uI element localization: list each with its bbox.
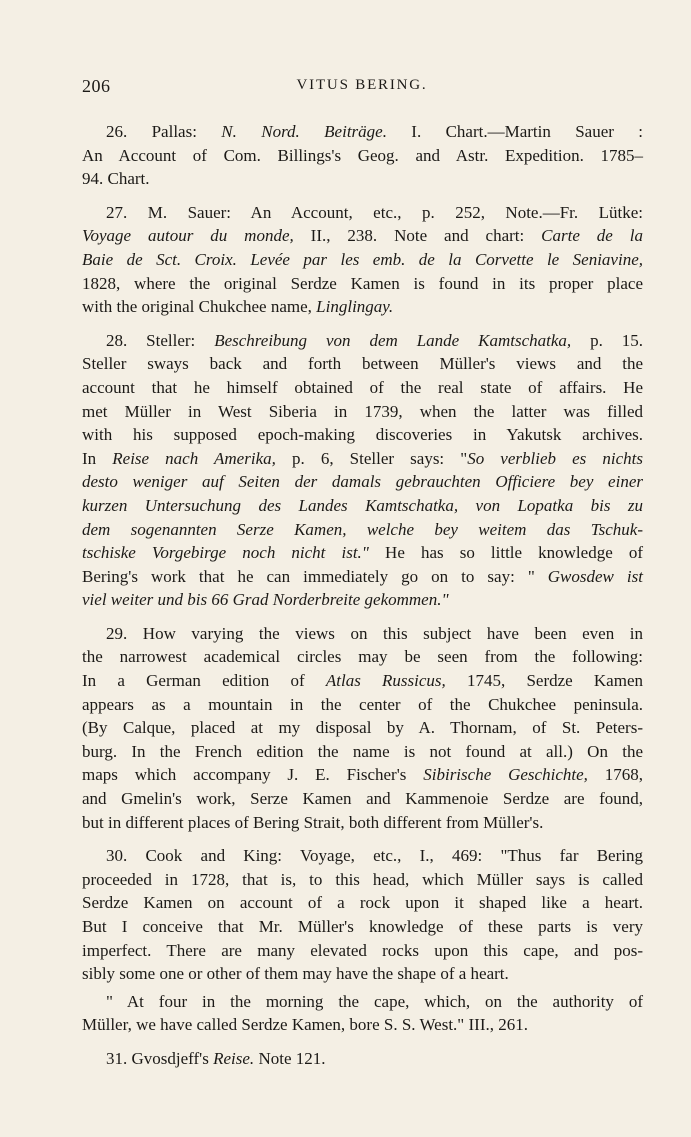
italic-title: kurzen Untersuchung des Landes Kamtschatka, von Lopatka bis zu <box>82 495 643 515</box>
text-line: (By Calque, placed at my disposal by A. Thornam, of St. Peters- <box>82 718 643 738</box>
italic-title: Linglingay. <box>316 297 394 317</box>
italic-title: N. Nord. Beiträge. <box>221 122 387 141</box>
italic-title: Reise nach Amerika, <box>112 448 276 468</box>
text-line <box>82 248 643 272</box>
endnote <box>82 120 643 191</box>
text-line: Steller sways back and forth between Müller's views and the <box>82 354 643 374</box>
text-line: 1828, where the original Serdze Kamen is found in its proper place <box>82 273 643 293</box>
text-line: 31. Gvosdjeff's Reise. Note 121. <box>106 1048 326 1068</box>
text-line <box>82 494 643 518</box>
text-line: proceeded in 1728, that is, to this head, which Müller says is called <box>82 869 643 889</box>
text-line <box>82 518 643 542</box>
text-line: appears as a mountain in the center of the Chukchee peninsula. <box>82 694 643 714</box>
italic-title: Voyage autour du monde, <box>82 226 294 246</box>
text-line: 30. Cook and King: Voyage, etc., I., 469: "Thus far Bering <box>106 846 643 866</box>
endnotes-body <box>82 120 643 1081</box>
endnote <box>82 329 643 612</box>
running-head: VITUS BERING. <box>296 77 428 93</box>
italic-title: Carte de la <box>541 226 643 246</box>
italic-title: dem sogenannten Serze Kamen, welche bey weitem das Tschuk- <box>82 519 643 539</box>
text-line: sibly some one or other of them may have the shape of a heart. <box>82 964 509 984</box>
text-line: Müller, we have called Serdze Kamen, bore S. S. West." III., 261. <box>82 1015 528 1035</box>
italic-title: tschiske Vorgebirge noch nicht ist." <box>82 543 369 563</box>
italic-title: Beschreibung von dem Lande Kamtschatka, <box>214 330 572 350</box>
text-line: Serdze Kamen on account of a rock upon it shaped like a heart. <box>82 893 643 913</box>
text-line: But I conceive that Mr. Müller's knowledge of these parts is very <box>82 917 643 936</box>
endnote <box>82 844 643 986</box>
text-line: 94. Chart. <box>82 169 150 189</box>
page-number: 206 <box>82 76 111 96</box>
text-line: In a German edition of Atlas Russicus, 1745, Serdze Kamen <box>82 671 643 691</box>
text-line: 28. Steller: Beschreibung von dem Lande Kamtschatka, p. 15. <box>106 330 643 350</box>
text-line: 26. Pallas: N. Nord. Beiträge. I. Chart.—Martin Sauer : <box>106 122 643 141</box>
text-line: 27. M. Sauer: An Account, etc., p. 252, Note.—Fr. Lütke: <box>106 202 643 222</box>
italic-title: Gwosdew ist <box>547 566 643 586</box>
text-line: tschiske Vorgebirge noch nicht ist." He has so little knowledge of <box>82 543 643 563</box>
text-line: and Gmelin's work, Serze Kamen and Kammenoie Serdze are found, <box>82 789 643 809</box>
text-line: An Account of Com. Billings's Geog. and Astr. Expedition. 1785– <box>82 145 643 165</box>
text-line: Bering's work that he can immediately go on to say: " Gwosdew ist <box>82 566 643 586</box>
text-line: account that he himself obtained of the real state of affairs. He <box>82 377 643 397</box>
endnote <box>82 1047 643 1071</box>
endnote <box>82 622 643 834</box>
text-line <box>82 588 643 612</box>
text-line: imperfect. There are many elevated rocks upon this cape, and pos- <box>82 940 643 960</box>
text-line: 29. How varying the views on this subject have been even in <box>106 623 643 643</box>
text-line: In Reise nach Amerika, p. 6, Steller says: "So verblieb es nichts <box>82 448 643 468</box>
text-line: burg. In the French edition the name is not found at all.) On the <box>82 741 643 761</box>
italic-title: So verblieb es nichts <box>467 448 643 468</box>
text-line: met Müller in West Siberia in 1739, when the latter was filled <box>82 401 643 421</box>
italic-title: Baie de Sct. Croix. Levée par les emb. de la Corvette le Seniavine, <box>82 249 643 269</box>
endnote <box>82 201 643 319</box>
text-line: " At four in the morning the cape, which, on the authority of <box>106 991 643 1011</box>
italic-title: viel weiter und bis 66 Grad Norderbreite gekommen." <box>82 590 449 610</box>
text-line: Voyage autour du monde, II., 238. Note and chart: Carte de la <box>82 226 643 246</box>
italic-title: Sibirische Geschichte, <box>423 765 588 785</box>
page-header <box>82 76 642 100</box>
note-continuation <box>82 990 643 1037</box>
text-line: maps which accompany J. E. Fischer's Sibirische Geschichte, 1768, <box>82 765 644 785</box>
text-line <box>82 470 643 494</box>
italic-title: Atlas Russicus, <box>325 671 446 691</box>
text-line: but in different places of Bering Strait, both different from Müller's. <box>82 812 544 832</box>
text-line: with the original Chukchee name, Linglingay. <box>82 297 394 317</box>
text-line: with his supposed epoch-making discoveries in Yakutsk archives. <box>82 425 643 445</box>
text-line: the narrowest academical circles may be seen from the following: <box>82 647 643 667</box>
italic-title: Reise. <box>213 1048 255 1068</box>
italic-title: desto weniger auf Seiten der damals gebrauchten Officiere bey einer <box>82 472 643 492</box>
